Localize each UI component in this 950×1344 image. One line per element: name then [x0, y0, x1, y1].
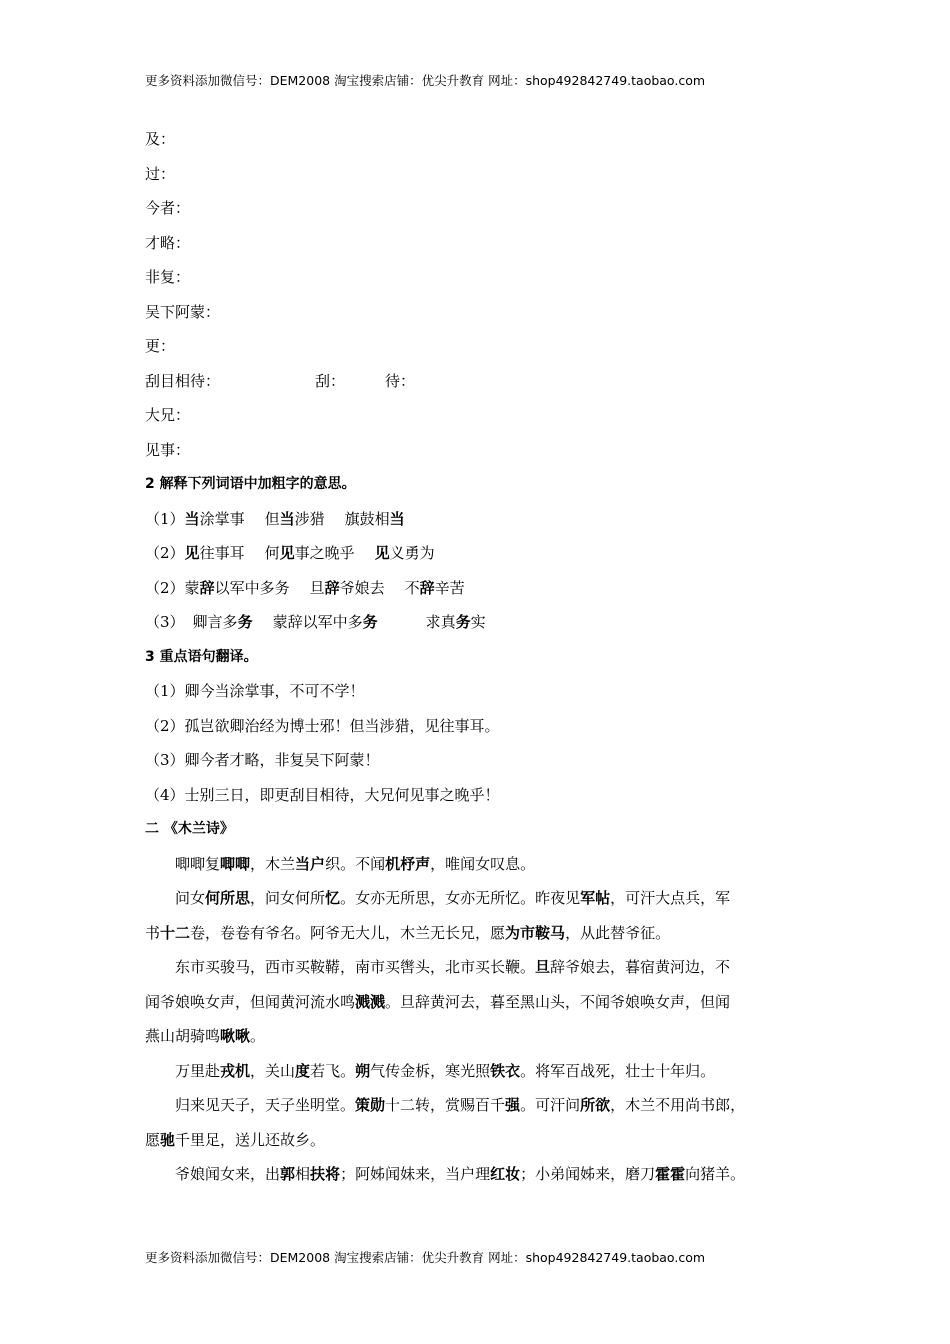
translation-item: （1）卿今当涂掌事，不可不学！ [145, 682, 365, 700]
vocab-label: 刮： [315, 371, 346, 390]
vocab-item-row [145, 364, 825, 399]
section-2-title: 2 解释下列词语中加粗字的意思。 [145, 476, 356, 492]
vocab-item: 今者： [145, 199, 191, 217]
translation-item: （3）卿今者才略，非复吴下阿蒙！ [145, 751, 380, 769]
poem-line: 书十二卷，卷卷有爷名。阿爷无大儿，木兰无长兄，愿为市鞍马，从此替爷征。 [145, 923, 671, 942]
poem-line: 愿驰千里足，送儿还故乡。 [145, 1130, 326, 1149]
poem-line: 唧唧复唧唧，木兰当户织。不闻机杼声，唯闻女叹息。 [175, 854, 536, 873]
document-body [145, 122, 825, 1192]
poem-line: 东市买骏马，西市买鞍鞯，南市买辔头，北市买长鞭。旦辞爷娘去，暮宿黄河边，不 [175, 958, 731, 976]
vocab-item: 及： [145, 130, 176, 148]
vocab-item: 非复： [145, 268, 191, 286]
poem-line: 归来见天子，天子坐明堂。策勋十二转，赏赐百千强。可汗问所欲，木兰不用尚书郎， [175, 1096, 746, 1114]
poem-line: 万里赴戎机，关山度若飞。朔气传金柝，寒光照铁衣。将军百战死，壮士十年归。 [175, 1061, 716, 1080]
exercise-row: （2）蒙辞以军中多务 旦辞爷娘去 不辞辛苦 [145, 578, 465, 597]
translation-item: （4）士别三日，即更刮目相待，大兄何见事之晚乎！ [145, 785, 500, 804]
translation-item: （2）孤岂欲卿治经为博士邪！但当涉猎，见往事耳。 [145, 716, 500, 735]
poem-line: 问女何所思，问女何所忆。女亦无所思，女亦无所忆。昨夜见军帖，可汗大点兵，军 [175, 889, 731, 907]
vocab-item: 才略： [145, 233, 191, 252]
exercise-row: （2）见往事耳 何见事之晚乎 见义勇为 [145, 544, 435, 562]
page-footer: 更多资料添加微信号：DEM2008 淘宝搜索店铺：优尖升教育 网址：shop492842749.taobao.com [145, 1250, 706, 1265]
vocab-item: 过： [145, 164, 176, 183]
vocab-item: 大兄： [145, 406, 191, 424]
exercise-row: （1）当涂掌事 但当涉猎 旗鼓相当 [145, 509, 405, 528]
poem-line: 闻爷娘唤女声，但闻黄河流水鸣溅溅。旦辞黄河去，暮至黑山头，不闻爷娘唤女声，但闻 [145, 992, 731, 1011]
vocab-label: 待： [385, 371, 416, 390]
poem-line: 燕山胡骑鸣啾啾。 [145, 1027, 266, 1045]
vocab-label: 刮目相待： [145, 371, 221, 390]
vocab-item: 见事： [145, 440, 191, 459]
section-3-title: 3 重点语句翻译。 [145, 648, 258, 665]
page-header: 更多资料添加微信号：DEM2008 淘宝搜索店铺：优尖升教育 网址：shop492842749.taobao.com [145, 73, 706, 88]
poem-title: 二 《木兰诗》 [145, 821, 234, 837]
vocab-item: 吴下阿蒙： [145, 302, 221, 321]
exercise-row: （3） 卿言多务 蒙辞以军中多务 求真务实 [145, 613, 486, 631]
poem-line: 爷娘闻女来，出郭相扶将；阿姊闻妹来，当户理红妆；小弟闻姊来，磨刀霍霍向猪羊。 [175, 1165, 746, 1183]
vocab-item: 更： [145, 337, 176, 355]
